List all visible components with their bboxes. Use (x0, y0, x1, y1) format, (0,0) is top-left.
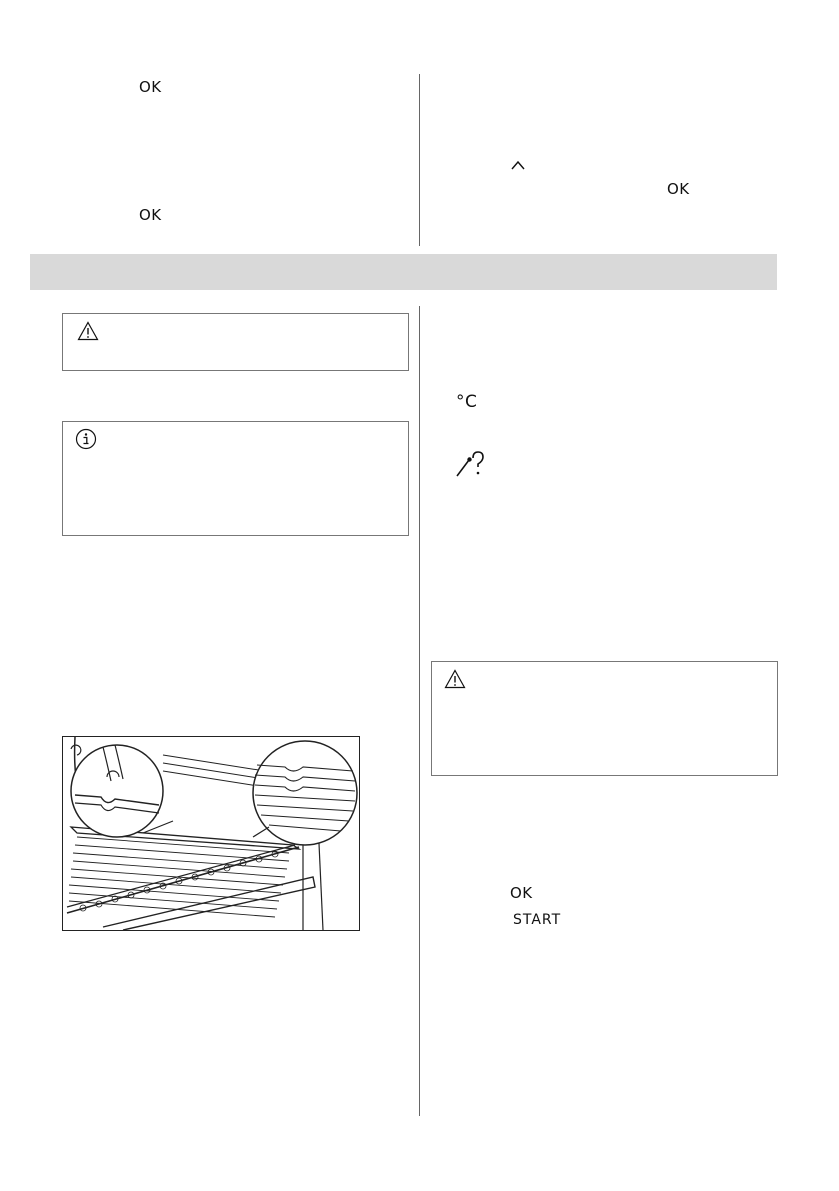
info-box (62, 421, 409, 536)
ok-button-symbol: OK (667, 180, 690, 198)
up-arrow-icon (510, 156, 526, 168)
ok-button-symbol: OK (139, 206, 162, 224)
info-circle-icon (75, 428, 97, 450)
start-button-symbol: START (513, 912, 562, 928)
section-heading-band (30, 254, 777, 290)
warning-box (431, 661, 778, 776)
warning-triangle-icon (77, 321, 99, 341)
warning-box (62, 313, 409, 371)
warning-triangle-icon (444, 669, 466, 689)
oven-shelf-illustration (62, 736, 360, 931)
ok-button-symbol: OK (510, 884, 533, 902)
food-probe-icon (455, 450, 487, 480)
ok-button-symbol: OK (139, 78, 162, 96)
temperature-celsius-symbol: °C (456, 392, 478, 412)
column-divider-top (419, 74, 420, 246)
column-divider-bottom (419, 306, 420, 1116)
